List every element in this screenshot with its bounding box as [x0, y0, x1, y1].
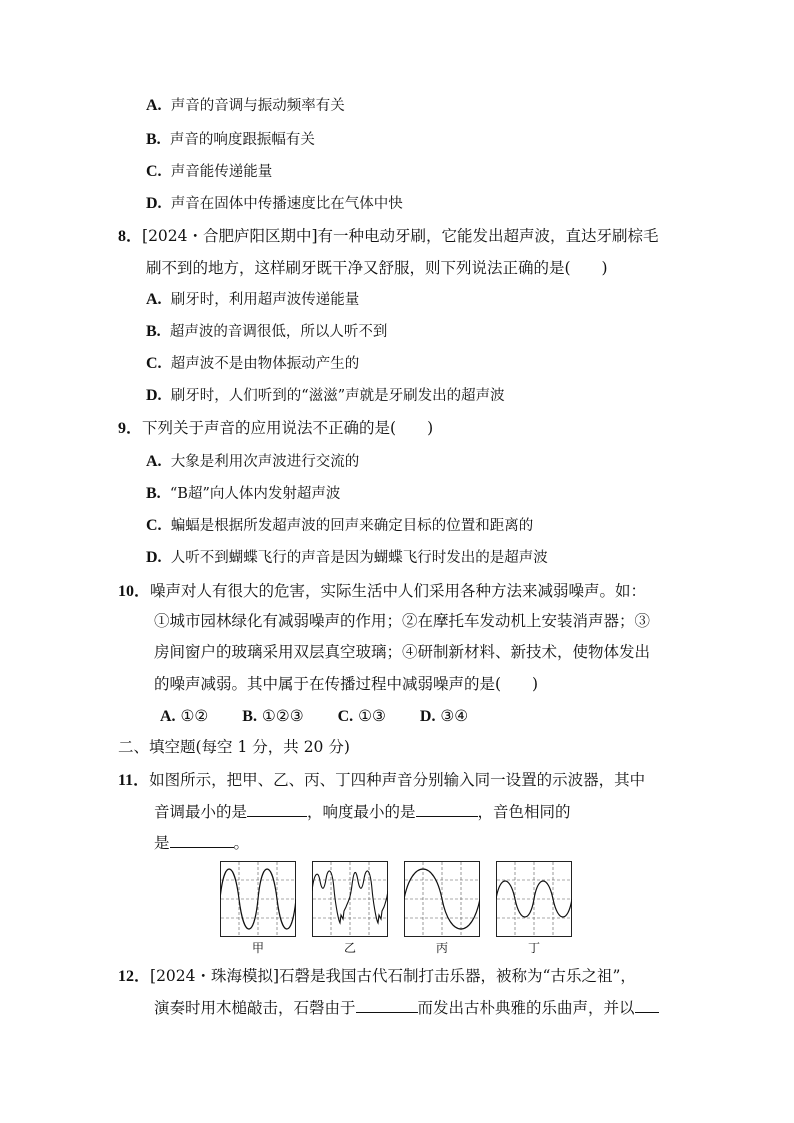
q12-blank-1[interactable]	[356, 998, 418, 1013]
q7-option-c: C. 声音能传递能量	[146, 163, 273, 180]
q9-option-c: C. 蝙蝠是根据所发超声波的回声来确定目标的位置和距离的	[146, 517, 534, 534]
q11-stem-line2: 音调最小的是 ，响度最小的是 ，音色相同的	[154, 803, 571, 821]
q7-option-d: D. 声音在固体中传播速度比在气体中快	[146, 195, 403, 212]
q8-stem-line1: 8．[2024・合肥庐阳区期中]有一种电动牙刷，它能发出超声波，直达牙刷棕毛	[118, 227, 659, 245]
waveform-jia	[220, 861, 296, 937]
q10-number: 10．	[118, 583, 151, 600]
q9-number: 9．	[118, 420, 143, 437]
waveform-bing	[404, 861, 480, 937]
q11-stem-line1: 11．如图所示，把甲、乙、丙、丁四种声音分别输入同一设置的示波器，其中	[118, 771, 646, 789]
q11-blank-3[interactable]	[170, 833, 234, 848]
q10-choices	[160, 706, 502, 727]
q11-stem-line3: 是 。	[154, 834, 250, 852]
q7-option-d-text: 声音在固体中传播速度比在气体中快	[170, 196, 403, 212]
q12-number: 12．	[118, 968, 151, 985]
q12-stem-line1: 12．[2024・珠海模拟]石磬是我国古代石制打击乐器，被称为“古乐之祖”，	[118, 967, 636, 985]
waveform-yi	[312, 861, 388, 937]
q7-option-a-text: 声音的音调与振动频率有关	[170, 98, 345, 114]
q8-option-b: B. 超声波的音调很低，所以人听不到	[146, 323, 388, 340]
q10-stem-line3: 房间窗户的玻璃采用双层真空玻璃；④研制新材料、新技术，使物体发出	[154, 643, 651, 661]
q10-stem-line2: ①城市园林绿化有减弱噪声的作用；②在摩托车发动机上安装消声器；③	[154, 612, 651, 630]
q7-option-c-text: 声音能传递能量	[170, 164, 273, 180]
waveform-label-bing: 丙	[435, 941, 448, 955]
q12-stem-line2: 演奏时用木槌敲击，石磬由于 而发出古朴典雅的乐曲声，并以	[154, 998, 659, 1018]
q10-choice-d: D. ③④	[419, 707, 469, 725]
waveform-ding	[496, 861, 572, 937]
q8-option-a: A. 刷牙时，利用超声波传递能量	[146, 291, 360, 308]
q8-option-c: C. 超声波不是由物体振动产生的	[146, 355, 360, 372]
q8-number: 8．	[118, 228, 143, 245]
q12-blank-2[interactable]	[635, 998, 659, 1013]
q11-number: 11．	[118, 772, 150, 789]
q10-choice-c: C. ①③	[337, 707, 386, 725]
waveform-label-jia: 甲	[251, 941, 264, 955]
q11-blank-2[interactable]	[416, 802, 478, 817]
waveform-label-yi: 乙	[343, 941, 356, 955]
q9-option-a: A. 大象是利用次声波进行交流的	[146, 453, 360, 470]
q10-stem-line1: 10．噪声对人有很大的危害，实际生活中人们采用各种方法来减弱噪声。如：	[118, 582, 647, 600]
section-heading: 二、填空题(每空 1 分，共 20 分)	[118, 738, 350, 756]
q10-choice-b: B. ①②③	[242, 707, 304, 725]
q10-stem-line4: 的噪声减弱。其中属于在传播过程中减弱噪声的是( )	[154, 675, 539, 693]
q9-option-b: B. “B超”向人体内发射超声波	[146, 485, 341, 502]
q9-stem: 9．下列关于声音的应用说法不正确的是( )	[118, 419, 434, 437]
q7-option-b: B. 声音的响度跟振幅有关	[146, 131, 315, 148]
q8-stem-line2: 刷不到的地方，这样刷牙既干净又舒服，则下列说法正确的是( )	[146, 259, 608, 277]
q7-option-b-text: 声音的响度跟振幅有关	[169, 132, 315, 148]
q11-blank-1[interactable]	[247, 802, 307, 817]
waveform-label-ding: 丁	[527, 941, 540, 955]
q10-choice-a: A. ①②	[160, 707, 209, 725]
q9-option-d: D. 人听不到蝴蝶飞行的声音是因为蝴蝶飞行时发出的是超声波	[146, 549, 548, 566]
q8-option-d: D. 刷牙时，人们听到的“滋滋”声就是牙刷发出的超声波	[146, 387, 505, 404]
q7-option-a: A. 声音的音调与振动频率有关	[146, 97, 345, 114]
